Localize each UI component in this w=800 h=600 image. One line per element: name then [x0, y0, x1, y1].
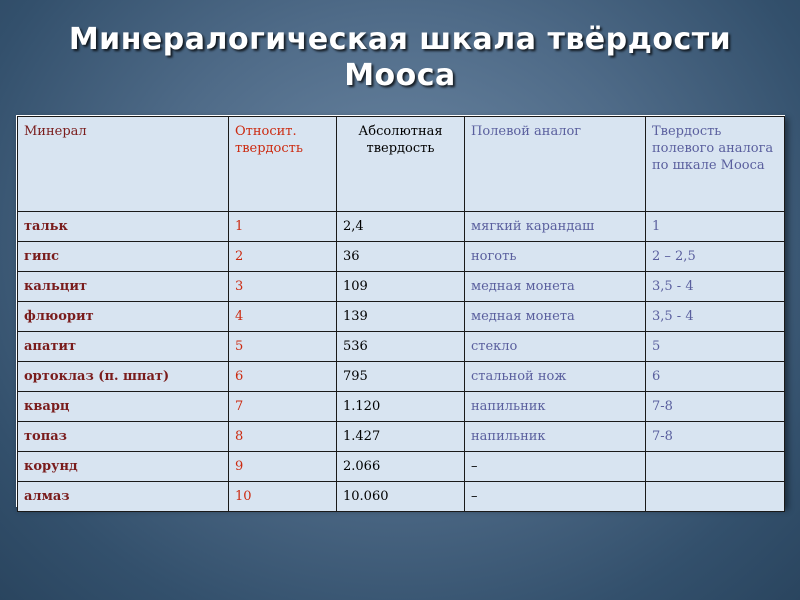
cell-absolute: 536 — [337, 332, 465, 362]
header-mineral: Минерал — [18, 117, 229, 212]
cell-mineral: гипс — [18, 242, 229, 272]
table-header-row — [18, 117, 785, 212]
cell-absolute: 2,4 — [337, 212, 465, 242]
table-row — [18, 482, 785, 512]
cell-relative: 7 — [229, 392, 337, 422]
cell-mineral: ортоклаз (п. шпат) — [18, 362, 229, 392]
cell-analog: медная монета — [465, 302, 646, 332]
cell-analog: напильник — [465, 392, 646, 422]
table-row — [18, 272, 785, 302]
cell-mineral: флюорит — [18, 302, 229, 332]
cell-relative: 4 — [229, 302, 337, 332]
cell-analog: мягкий карандаш — [465, 212, 646, 242]
cell-mineral: алмаз — [18, 482, 229, 512]
cell-absolute: 10.060 — [337, 482, 465, 512]
cell-absolute: 36 — [337, 242, 465, 272]
cell-relative: 5 — [229, 332, 337, 362]
cell-absolute: 2.066 — [337, 452, 465, 482]
mohs-hardness-table — [17, 116, 785, 512]
title-line-1: Минералогическая шкала твёрдости — [68, 22, 732, 57]
cell-relative: 8 — [229, 422, 337, 452]
cell-absolute: 795 — [337, 362, 465, 392]
cell-mineral: кварц — [18, 392, 229, 422]
cell-analog: стальной нож — [465, 362, 646, 392]
table-row — [18, 362, 785, 392]
cell-relative: 9 — [229, 452, 337, 482]
cell-relative: 1 — [229, 212, 337, 242]
table-row — [18, 242, 785, 272]
cell-analog: – — [465, 482, 646, 512]
cell-relative: 3 — [229, 272, 337, 302]
cell-absolute: 1.120 — [337, 392, 465, 422]
header-analog-hardness: Твердость полевого аналога по шкале Мооса — [646, 117, 785, 212]
slide-title — [0, 22, 800, 94]
table-row — [18, 392, 785, 422]
cell-mineral: корунд — [18, 452, 229, 482]
cell-analog-hardness: 1 — [646, 212, 785, 242]
cell-relative: 10 — [229, 482, 337, 512]
cell-analog-hardness: 5 — [646, 332, 785, 362]
cell-mineral: апатит — [18, 332, 229, 362]
table-row — [18, 302, 785, 332]
cell-analog-hardness: 7-8 — [646, 392, 785, 422]
table-row — [18, 212, 785, 242]
cell-mineral: топаз — [18, 422, 229, 452]
cell-analog-hardness: 2 – 2,5 — [646, 242, 785, 272]
header-relative-hardness: Относит. твердость — [229, 117, 337, 212]
header-field-analog: Полевой аналог — [465, 117, 646, 212]
cell-analog: ноготь — [465, 242, 646, 272]
header-absolute-hardness: Абсолютная твердость — [337, 117, 465, 212]
cell-absolute: 139 — [337, 302, 465, 332]
cell-relative: 6 — [229, 362, 337, 392]
cell-absolute: 109 — [337, 272, 465, 302]
cell-analog: медная монета — [465, 272, 646, 302]
cell-analog-hardness: 7-8 — [646, 422, 785, 452]
cell-analog-hardness — [646, 482, 785, 512]
title-line-2: Мооса — [344, 58, 456, 93]
cell-analog: напильник — [465, 422, 646, 452]
cell-analog: стекло — [465, 332, 646, 362]
table-row — [18, 422, 785, 452]
cell-absolute: 1.427 — [337, 422, 465, 452]
table-row — [18, 332, 785, 362]
cell-analog: – — [465, 452, 646, 482]
cell-mineral: кальцит — [18, 272, 229, 302]
cell-mineral: тальк — [18, 212, 229, 242]
cell-analog-hardness: 6 — [646, 362, 785, 392]
cell-analog-hardness: 3,5 - 4 — [646, 272, 785, 302]
mohs-table-container — [16, 115, 785, 507]
table-row — [18, 452, 785, 482]
cell-analog-hardness — [646, 452, 785, 482]
cell-analog-hardness: 3,5 - 4 — [646, 302, 785, 332]
cell-relative: 2 — [229, 242, 337, 272]
